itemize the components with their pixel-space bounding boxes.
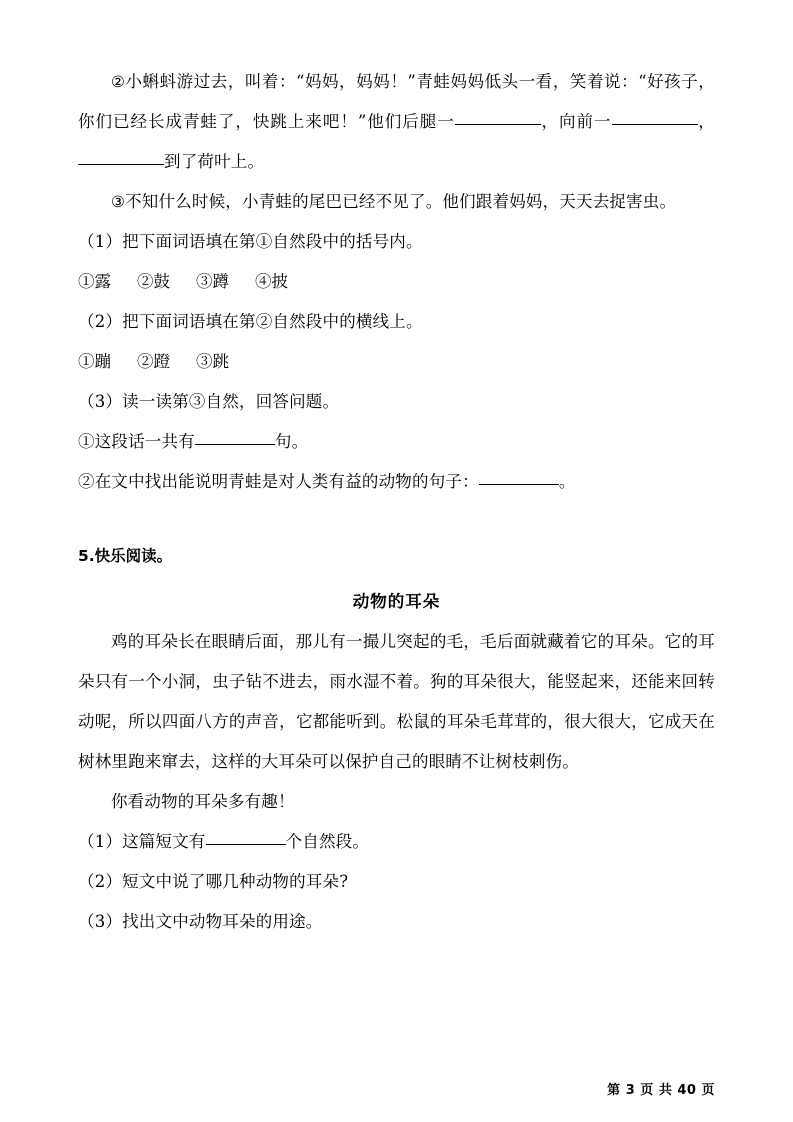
sub-question-text: ①这段话一共有 (78, 432, 195, 451)
paragraph-text-part: 小蝌蚪游过去，叫着：“妈妈，妈妈！”青蛙妈妈低头一看，笑着说：“好孩子，你们已经长成青蛙了，快跳上来吧！”他们后腿一 (78, 72, 715, 131)
question-3-sub-2 (78, 462, 715, 502)
paragraph-3 (78, 182, 715, 222)
sub-question-suffix: 。 (558, 472, 576, 491)
fill-blank[interactable] (455, 124, 541, 125)
option-item[interactable]: ④披 (255, 272, 288, 291)
option-item[interactable]: ①露 (78, 272, 111, 291)
fill-blank[interactable] (479, 484, 559, 485)
paragraph-text-part: ，向前一 (540, 112, 612, 131)
section-question-1 (78, 822, 715, 862)
question-2-options (78, 342, 715, 382)
option-item[interactable]: ③跳 (196, 352, 229, 371)
option-item[interactable]: ②蹬 (137, 352, 170, 371)
footer-total-pages: 40 (677, 1083, 697, 1098)
paragraph-text-part: ， (697, 112, 715, 131)
fill-blank[interactable] (78, 164, 164, 165)
paragraph-text: 不知什么时候，小青蛙的尾巴已经不见了。他们跟着妈妈，天天去捉害虫。 (125, 192, 677, 211)
sub-question-text: ②在文中找出能说明青蛙是对人类有益的动物的句子： (78, 472, 479, 491)
footer-middle: 页 共 (640, 1083, 673, 1098)
question-1: （1）把下面词语填在第①自然段中的括号内。 (78, 232, 423, 251)
question-3-sub-1 (78, 422, 715, 462)
footer-prefix: 第 (607, 1083, 621, 1098)
question-2: （2）把下面词语填在第②自然段中的横线上。 (78, 312, 423, 331)
section-question-2: （2）短文中说了哪几种动物的耳朵? (78, 872, 349, 891)
paragraph-marker: ③ (111, 193, 126, 211)
option-item[interactable]: ①蹦 (78, 352, 111, 371)
footer-suffix: 页 (701, 1083, 715, 1098)
question-1-options (78, 262, 715, 302)
article-paragraph-1: 鸡的耳朵长在眼睛后面，那儿有一撮儿突起的毛，毛后面就藏着它的耳朵。它的耳朵只有一个小洞，虫子钻不进去，雨水湿不着。狗的耳朵很大，能竖起来，还能来回转动呢，所以四面八方的声音，它都能听到。松鼠的耳朵毛茸茸的，很大很大，它成天在树林里跑来窜去，这样的大耳朵可以保护自己的眼睛不让树枝刺伤。 (78, 632, 715, 771)
paragraph-marker: ② (111, 73, 126, 91)
section-heading: 5.快乐阅读。 (78, 547, 173, 565)
paragraph-2 (78, 62, 715, 182)
section-question-suffix: 个自然段。 (285, 832, 370, 851)
article-paragraph-2: 你看动物的耳朵多有趣！ (111, 792, 295, 811)
article-title: 动物的耳朵 (352, 592, 441, 611)
sub-question-suffix: 句。 (274, 432, 309, 451)
option-item[interactable]: ②鼓 (137, 272, 170, 291)
footer-page-number: 3 (625, 1083, 636, 1098)
fill-blank[interactable] (206, 844, 286, 845)
section-question-3: （3）找出文中动物耳朵的用途。 (78, 912, 323, 931)
fill-blank[interactable] (612, 124, 698, 125)
section-question-text: （1）这篇短文有 (78, 832, 206, 851)
question-3: （3）读一读第③自然，回答问题。 (78, 392, 340, 411)
option-item[interactable]: ③蹲 (196, 272, 229, 291)
page-footer (607, 1079, 715, 1098)
fill-blank[interactable] (195, 444, 275, 445)
paragraph-text-part: 到了荷叶上。 (164, 152, 265, 171)
